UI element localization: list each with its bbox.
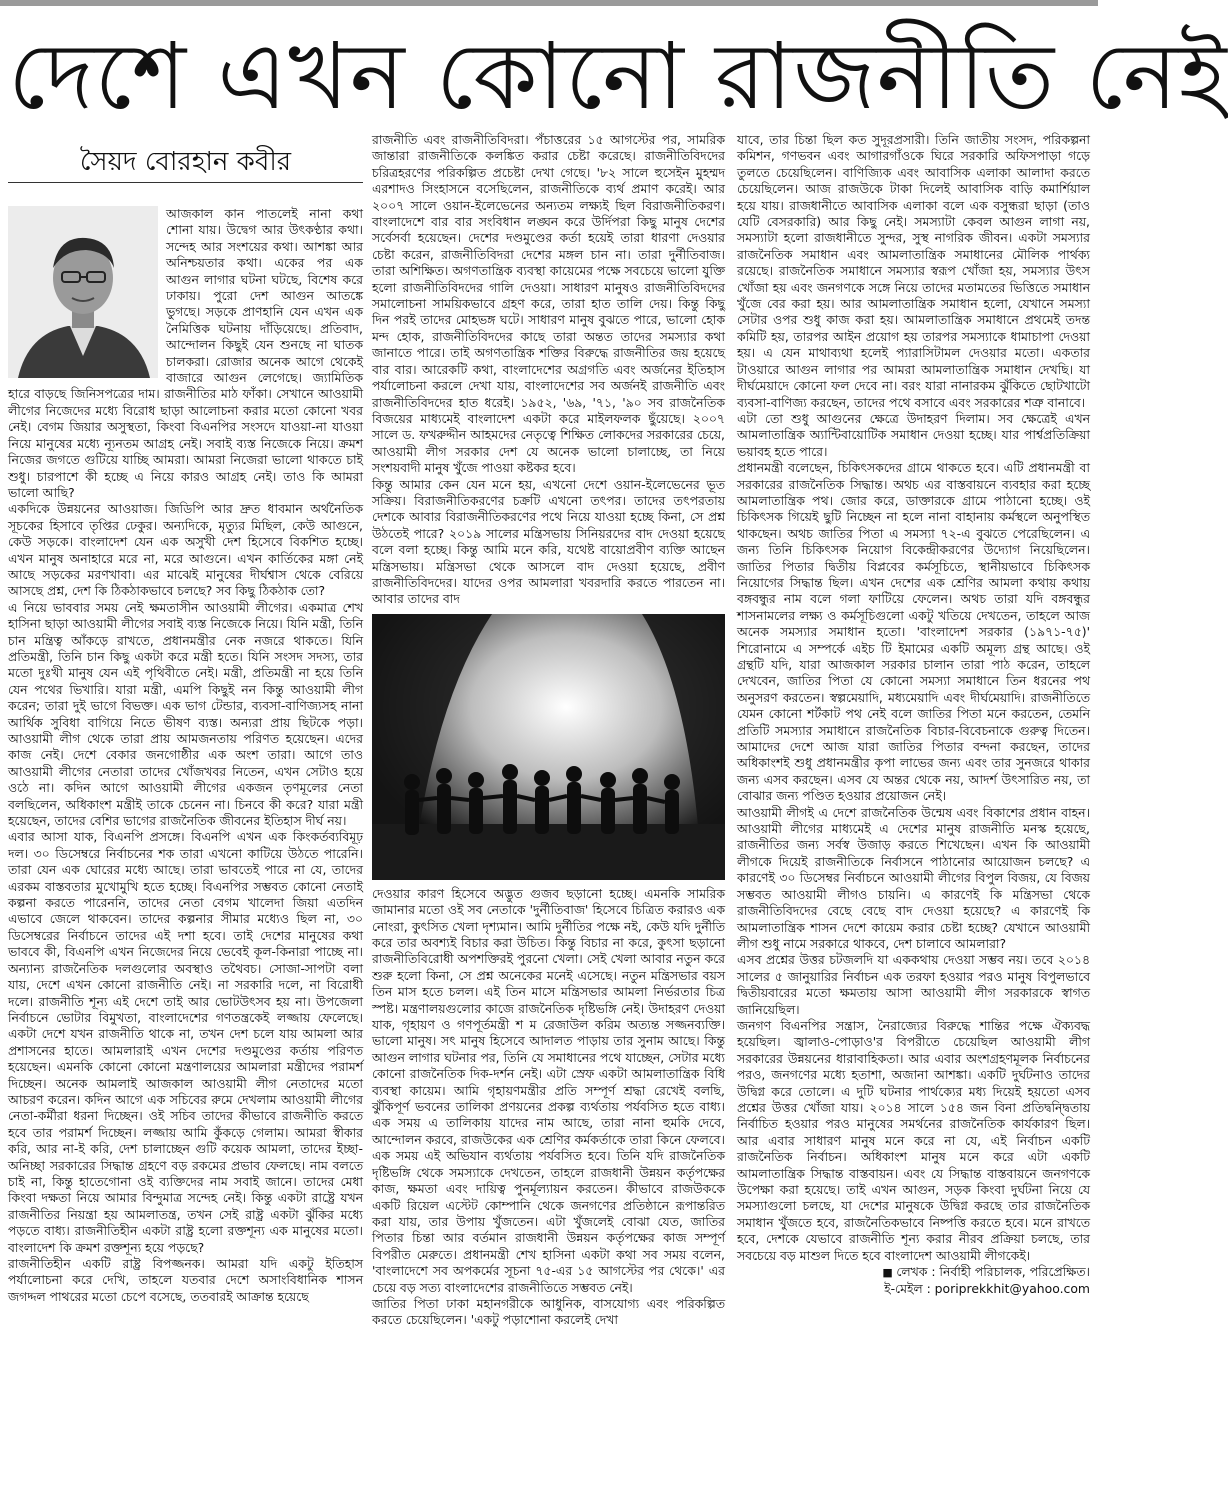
top-rule xyxy=(0,0,1098,6)
headline: দেশে এখন কোনো রাজনীতি নেই xyxy=(8,23,1228,130)
paragraph: একদিকে উন্নয়নের আওয়াজ। জিডিপি আর দ্রুত ধাবমান অর্থনৈতিক সূচকের হিসাবে তৃপ্তির ঢেকুর। অন্যদিকে, মৃত্যুর মিছিল, কেউ আগুনে, কেউ সড়কে। বাংলাদেশ যেন এক অসুখী দেশ হিসেবে বিকশিত হচ্ছে। এখন মানুষ অনাহারে মরে না, মরে আগুনে। এখন কার্তিকের মঙ্গা নেই আছে সড়কের মরণখাবা। এর মাঝেই মানুষের দীর্ঘশ্বাস থেকে বেরিয়ে আসছে প্রশ্ন, দেশ কি ঠিকঠাকভাবে চলছে? সব কিছু ঠিকঠাক তো? xyxy=(8,501,363,599)
credit-line: লেখক : নির্বাহী পরিচালক, পরিপ্রেক্ষিত। xyxy=(896,1264,1090,1280)
paragraph: এ নিয়ে ভাববার সময় নেই ক্ষমতাসীন আওয়ামী লীগের। একমাত্র শেখ হাসিনা ছাড়া আওয়ামী লীগের সবাই ব্যস্ত নিজেকে নিয়ে। যিনি মন্ত্রী, তিনি চান মন্ত্রিত্ব আঁকড়ে রাখতে, প্রধানমন্ত্রীর নেক নজরে থাকতে। যিনি প্রতিমন্ত্রী, তিনি চান কিছু একটা করে মন্ত্রী হতে। যিনি সংসদ সদস্য, তার মতো দুঃখী মানুষ যেন এই পৃথিবীতে নেই। মন্ত্রী, প্রতিমন্ত্রী না হয়ে তিনি যেন পথের ভিখারি। যারা মন্ত্রী, এমপি কিছুই নন কিন্তু আওয়ামী লীগ করেন; তারা দুই ভাগে বিভক্ত। এক ভাগ টেন্ডার, ব্যবসা-বাণিজ্যসহ নানা আর্থিক সুবিধা বাগিয়ে নিতে ভীষণ ব্যস্ত। অন্যরা প্রায় ছিটকে পড়া। আওয়ামী লীগ থেকে তারা প্রায় আমজনতায় পরিণত হয়েছেন। এদের কাজ নেই। দেশে বেকার জনগোষ্ঠীর এক অংশ তারা। আগে তাও আওয়ামী লীগের নেতারা তাদের খোঁজখবর নিতেন, এখন সেটাও হয়ে ওঠে না। কদিন আগে আওয়ামী লীগের একজন তৃণমূলের নেতা বলছিলেন, অধিকাংশ মন্ত্রীই তাকে চেনেন না। চিনবে কী করে? যারা মন্ত্রী হয়েছেন, তাদের বেশির ভাগের রাজনৈতিক জীবনের ইতিহাস দীর্ঘ নয়। xyxy=(8,599,363,829)
column-1 xyxy=(8,206,363,1506)
paragraph: রাজনীতি এবং রাজনীতিবিদরা। পঁচাত্তরের ১৫ আগস্টের পর, সামরিক জান্তারা রাজনীতিকে কলঙ্কিত করার চেষ্টা করেছে। রাজনীতিবিদদের চরিত্রহরণের পরিকল্পিত প্রচেষ্টা দেখা গেছে। '৮২ সালে হুসেইন মুহম্মদ এরশাদও সিংহাসনে বসেছিলেন, রাজনীতিকে ব্যর্থ প্রমাণ করেই। আর ২০০৭ সালে ওয়ান-ইলেভেনের অন্যতম লক্ষ্যই ছিল বিরাজনীতিকরণ। বাংলাদেশে বার বার সংবিধান লঙ্ঘন করে উর্দিপরা কিছু মানুষ দেশের সর্বেসর্বা হয়েছেন। দেশের দণ্ডমুণ্ডের কর্তা হয়েই তারা ধারণা দেওয়ার চেষ্টা করেন, রাজনীতিবিদরা দেশের মঙ্গল চান না। তারা দুর্নীতিবাজ। তারা অশিক্ষিত। অগণতান্ত্রিক ব্যবস্থা কায়েমের পক্ষে সবচেয়ে ভালো যুক্তি হলো রাজনীতিবিদদের গালি দেওয়া। সাধারণ মানুষও রাজনীতিবিদদের সমালোচনা সাময়িকভাবে গ্রহণ করে, তারা হাত তালি দেয়। কিন্তু কিছু দিন পরই তাদের মোহভঙ্গ ঘটে। সাধারণ মানুষ বুঝতে পারে, ভালো হোক মন্দ হোক, রাজনীতিবিদদের কাছে তারা অন্তত তাদের সমস্যার কথা জানাতে পারে। তাই অগণতান্ত্রিক শক্তির বিরুদ্ধে রাজনীতির জয় হয়েছে বার বার। আরেকটি কথা, বাংলাদেশের অগ্রগতি এবং অর্জনের ইতিহাস পর্যালোচনা করলে দেখা যায়, বাংলাদেশের সব অর্জনই রাজনীতি এবং রাজনীতিবিদদের হাত ধরেই। ১৯৫২, '৬৯, '৭১, '৯০ সব রাজনৈতিক বিজয়ের মাধ্যমেই বাংলাদেশ একটা করে মাইলফলক ছুঁয়েছে। ২০০৭ সালে ড. ফখরুদ্দীন আহমদের নেতৃত্বে শিক্ষিত লোকদের সরকারের চেয়ে, আওয়ামী লীগ সরকার দেশ যে অনেক ভালো চালাচ্ছে, তা নিয়ে সংশয়বাদী মানুষ খুঁজে পাওয়া কষ্টকর হবে। xyxy=(372,132,725,476)
author-byline: সৈয়দ বোরহান কবীর xyxy=(8,142,363,183)
paragraph: এটা তো শুধু আগুনের ক্ষেত্রে উদাহরণ দিলাম। সব ক্ষেত্রেই এখন আমলাতান্ত্রিক অ্যান্টিবায়োটিক সমাধান দেওয়া হচ্ছে। যার পার্শ্বপ্রতিক্রিয়া ভয়াবহ হতে পারে। xyxy=(737,410,1090,459)
crowd-silhouette-photo xyxy=(372,614,725,880)
author-portrait xyxy=(8,206,158,378)
paragraph: কিন্তু আমার কেন যেন মনে হয়, এখনো দেশে ওয়ান-ইলেভেনের ভূত সক্রিয়। বিরাজনীতিকরণের চক্রটি এখনো তৎপর। তাদের তৎপরতায় দেশকে আবার বিরাজনীতিকরণের পথে নিয়ে যাওয়া হচ্ছে কিনা, সে প্রশ্ন উঠতেই পারে? ২০১৯ সালের মন্ত্রিসভায় সিনিয়রদের বাদ দেওয়া হয়েছে বলে বলা হচ্ছে। কিন্তু আমি মনে করি, যথেষ্ট বায়োপ্রবীণ ব্যক্তি আছেন মন্ত্রিসভায়। মন্ত্রিসভা থেকে আসলে বাদ দেওয়া হয়েছে, প্রবীণ রাজনীতিবিদদের। যাদের ওপর আমলারা খবরদারি করতে পারতেন না। আবার তাদের বাদ xyxy=(372,476,725,607)
paragraph: যাবে, তার চিন্তা ছিল কত সুদূরপ্রসারী। তিনি জাতীয় সংসদ, পরিকল্পনা কমিশন, গণভবন এবং আগারগাঁওকে ঘিরে সরকারি অফিসপাড়া গড়ে তুলতে চেয়েছিলেন। বাণিজ্যিক এবং আবাসিক এলাকা আলাদা করতে চেয়েছিলেন। আজ রাজউকে টাকা দিলেই আবাসিক বাড়ি কমার্শিয়াল হয়ে যায়। রাজধানীতে আবাসিক এলাকা বলে এক বসুন্ধরা ছাড়া (তাও যেটি বেসরকারি) আর কিছু নেই। সমস্যাটা কেবল আগুন লাগা নয়, সমস্যাটা হলো রাজধানীতে সুন্দর, সুস্থ নাগরিক জীবন। একটা সমস্যার রাজনৈতিক সমাধান এবং আমলাতান্ত্রিক সমাধানের মৌলিক পার্থক্য রয়েছে। রাজনৈতিক সমাধানে সমস্যার স্বরূপ খোঁজা হয়, সমস্যার উৎস খোঁজা হয় এবং জনগণকে সঙ্গে নিয়ে তাদের মতামতের ভিত্তিতে সমাধান খুঁজে বের করা হয়। আর আমলাতান্ত্রিক সমাধান হলো, যেখানে সমস্যা সেটার ওপর শুধু কাজ করা হয়। আমলাতান্ত্রিক সমাধানে প্রথমেই তদন্ত কমিটি হয়, তারপর আইন প্রয়োগ হয় তারপর সমস্যাকে ধামাচাপা দেওয়া হয়। এ যেন মাথাব্যথা হলেই প্যারাসিটামল দেওয়ার মতো। একতার টাওয়ারে আগুন লাগার পর আমরা আমলাতান্ত্রিক সমাধান দেখছি। যা দীর্ঘমেয়াদে কোনো ফল দেবে না। বরং যারা নানারকম ঝুঁকিতে ছোটখাটো ব্যবসা-বাণিজ্য করছেন, তাদের পথে বসাবে এবং সরকারের শত্রু বানাবে। xyxy=(737,132,1090,410)
paragraph: আজকাল কান পাতলেই নানা কথা শোনা যায়। উদ্বেগ আর উৎকণ্ঠার কথা। সন্দেহ আর সংশয়ের কথা। আশঙ্কা আর অনিশ্চয়তার কথা। একের পর এক আগুন লাগার ঘটনা ঘটছে, বিশেষ করে ঢাকায়। পুরো দেশ আগুন আতঙ্কে ভুগছে। সড়কে প্রাণহানি যেন এখন এক নৈমিত্তিক ঘটনায় দাঁড়িয়েছে। প্রতিবাদ, আন্দোলন কিছুই যেন শুনছে না ঘাতক চালকরা। রোজার অনেক আগে থেকেই বাজারে আগুন লেগেছে। জ্যামিতিক হারে বাড়ছে জিনিসপত্রের দাম। রাজনীতির মাঠ ফাঁকা। সেখানে আওয়ামী লীগের নিজেদের মধ্যে বিরোধ ছাড়া আলোচনা করার মতো কোনো খবর নেই। বেগম জিয়ার অসুস্থতা, কিংবা বিএনপির সংসদে যাওয়া-না যাওয়া নিয়ে মানুষের মধ্যে ন্যূনতম আগ্রহ নেই। সবাই ব্যস্ত নিজেকে নিয়ে। ক্রমশ নিজের জগতে গুটিয়ে যাচ্ছি আমরা। আমরা নিজেরা ভালো থাকতে চাই শুধু। চারপাশে কী হচ্ছে এ নিয়ে কারও আগ্রহ নেই। তাও কি আমরা ভালো আছি? xyxy=(8,206,363,500)
column-2 xyxy=(372,132,725,1508)
author-email: ই-মেইল : poriprekkhit@yahoo.com xyxy=(884,1281,1090,1297)
square-bullet-icon: ■ xyxy=(882,1266,897,1280)
column-3 xyxy=(737,132,1090,1508)
paragraph: এবার আসা যাক, বিএনপি প্রসঙ্গে। বিএনপি এখন এক কিংকর্তব্যবিমূঢ় দল। ৩০ ডিসেম্বরে নির্বাচনের শক তারা এখনো কাটিয়ে উঠতে পারেনি। তারা যেন এক ঘোরের মধ্যে আছে। তারা ভাবতেই পারে না যে, তাদের এরকম বাস্তবতার মুখোমুখি হতে হচ্ছে। বিএনপির সম্ভবত কোনো নেতাই কল্পনা করতে পারেননি, তাদের নেতা বেগম খালেদা জিয়া এতদিন এভাবে জেলে থাকবেন। তাদের কল্পনার সীমার মধ্যেও ছিল না, ৩০ ডিসেম্বরের নির্বাচনে তাদের এই দশা হবে। তাই দেশের মানুষের কথা ভাববে কী, বিএনপি এখন নিজেদের নিয়ে ভেবেই কূল-কিনারা পাচ্ছে না। অন্যান্য রাজনৈতিক দলগুলোর অবস্থাও তথৈবচ। সোজা-সাপটা বলা যায়, দেশে এখন কোনো রাজনীতি নেই। না সরকারি দলে, না বিরোধী দলে। রাজনীতি শূন্য এই দেশে তাই আর ভোটউৎসব হয় না। উপজেলা নির্বাচনে ভোটার বিমুখতা, বাংলাদেশের গণতন্ত্রকেই লজ্জায় ফেলেছে। একটা দেশে যখন রাজনীতি থাকে না, তখন দেশ চলে যায় আমলা আর প্রশাসনের হাতে। আমলারাই এখন দেশের দণ্ডমুণ্ডের কর্তায় পরিণত হয়েছেন। এমনকি কোনো কোনো মন্ত্রণালয়ের আমলারা মন্ত্রীদের পরামর্শ দিচ্ছেন। অনেক আমলাই আজকাল আওয়ামী লীগ নেতাদের মতো আচরণ করেন। কদিন আগে এক সচিবের রুমে দেখলাম আওয়ামী লীগের নেতা-কর্মীরা ধরনা দিচ্ছেন। ওই সচিব তাদের কীভাবে রাজনীতি করতে হবে তার পরামর্শ দিচ্ছেন। লজ্জায় আমি কুঁকড়ে গেলাম। আমরা স্বীকার করি, আর না-ই করি, দেশ চালাচ্ছেন গুটি কয়েক আমলা, তাদের ইচ্ছা-অনিচ্ছা সরকারের সিদ্ধান্ত গ্রহণে বড় রকমের প্রভাব ফেলছে। নাম বলতে চাই না, কিন্তু হাতেগোনা ওই ব্যক্তিদের নাম সবাই জানে। তাদের মেধা কিংবা দক্ষতা নিয়ে আমার বিন্দুমাত্র সন্দেহ নেই। কিন্তু একটা রাষ্ট্রে যখন রাজনীতির নিয়ন্ত্রা হয় আমলাতন্ত্র, তখন সেই রাষ্ট্র একটা ঝুঁকির মধ্যে পড়তে বাধ্য। রাজনীতিহীন একটা রাষ্ট্র হলো রক্তশূন্য এক মানুষের মতো। বাংলাদেশ কি ক্রমশ রক্তশূন্য হয়ে পড়ছে? xyxy=(8,829,363,1255)
paragraph: প্রধানমন্ত্রী বলেছেন, চিকিৎসকদের গ্রামে থাকতে হবে। এটি প্রধানমন্ত্রী বা সরকারের রাজনৈতিক সিদ্ধান্ত। অথচ এর বাস্তবায়নে ব্যবহার করা হচ্ছে আমলাতান্ত্রিক পথ। জোর করে, ডাক্তারকে গ্রামে পাঠানো হচ্ছে। ওই চিকিৎসক গিয়েই ছুটি নিচ্ছেন না হলে নানা বাহানায় কর্মস্থলে অনুপস্থিত থাকছেন। অথচ জাতির পিতা এ সমস্যা ৭২-এ বুঝতে পেরেছিলেন। এ জন্য তিনি চিকিৎসক নিয়োগ বিকেন্দ্রীকরণের উদ্যোগ নিয়েছিলেন। জাতির পিতার দ্বিতীয় বিপ্লবের কর্মসূচিতে, স্থানীয়ভাবে চিকিৎসক নিয়োগের সিদ্ধান্ত ছিল। এখন দেশের এক শ্রেণির আমলা কথায় কথায় বঙ্গবন্ধুর নাম বলে গলা ফাটিয়ে ফেলেন। অথচ তারা যদি বঙ্গবন্ধুর শাসনামলের লক্ষ্য ও কর্মসূচিগুলো একটু খতিয়ে দেখতেন, তাহলে আজ অনেক সমস্যার সমাধান হতো। 'বাংলাদেশ সরকার (১৯৭১-৭৫)' শিরোনামে এ সম্পর্কে এইচ টি ইমামের একটি অমূল্য গ্রন্থ আছে। ওই গ্রন্থটি যদি, যারা আজকাল সরকার চালান তারা পাঠ করেন, তাহলে দেখবেন, জাতির পিতা যে কোনো সমস্যা সমাধানে তিন ধরনের পথ অনুসরণ করতেন। স্বল্পমেয়াদি, মধ্যমেয়াদি এবং দীর্ঘমেয়াদি। রাজনীতিতে যেমন কোনো শর্টকাট পথ নেই বলে জাতির পিতা মনে করতেন, তেমনি প্রতিটি সমস্যার সমাধানে রাজনৈতিক বিচার-বিবেচনাকে গুরুত্ব দিতেন। আমাদের দেশে আজ যারা জাতির পিতার বন্দনা করছেন, তাদের অধিকাংশই শুধু প্রধানমন্ত্রীর কৃপা লাভের জন্য এবং তার সুনজরে থাকার জন্য এসব করছেন। এসব যে অন্তর থেকে নয়, আদর্শ উৎসারিত নয়, তা বোঝার জন্য পণ্ডিত হওয়ার প্রয়োজন নেই। xyxy=(737,460,1090,804)
paragraph: রাজনীতিহীন একটি রাষ্ট্র বিপজ্জনক। আমরা যদি একটু ইতিহাস পর্যালোচনা করে দেখি, তাহলে যতবার দেশে অসাংবিধানিক শাসন জগদ্দল পাথরের মতো চেপে বসেছে, ততবারই আক্রান্ত হয়েছে xyxy=(8,1256,363,1304)
paragraph: আওয়ামী লীগই এ দেশে রাজনৈতিক উন্মেষ এবং বিকাশের প্রধান বাহন। আওয়ামী লীগের মাধ্যমেই এ দেশের মানুষ রাজনীতি মনস্ক হয়েছে, রাজনীতির জন্য সর্বস্ব উজাড় করতে শিখেছেন। এখন কি আওয়ামী লীগকে দিয়েই রাজনীতিকে নির্বাসনে পাঠানোর আয়োজন চলছে? এ কারণেই ৩০ ডিসেম্বর নির্বাচনে আওয়ামী লীগের বিপুল বিজয়, যে বিজয় সম্ভবত আওয়ামী লীগও চায়নি। এ কারণেই কি মন্ত্রিসভা থেকে রাজনীতিবিদদের বেছে বেছে বাদ দেওয়া হয়েছে? এ কারণেই কি আমলাতান্ত্রিক শাসন দেশে কায়েম করার চেষ্টা হচ্ছে? যেখানে আওয়ামী লীগ শুধু নামে সরকারে থাকবে, দেশ চালাবে আমলারা? xyxy=(737,804,1090,951)
paragraph: দেওয়ার কারণ হিসেবে অদ্ভুত গুজব ছড়ানো হচ্ছে। এমনকি সামরিক জামানার মতো ওই সব নেতাকে 'দুর্নীতিবাজ' হিসেবে চিত্রিত করারও এক নোংরা, কুৎসিত খেলা দৃশ্যমান। আমি দুর্নীতির পক্ষে নই, কেউ যদি দুর্নীতি করে তার অবশ্যই বিচার করা উচিত। কিন্তু বিচার না করে, কুৎসা ছড়ানো রাজনীতিবিরোধী অপশক্তিরই পুরনো খেলা। সেই খেলা আবার নতুন করে শুরু হলো কিনা, সে প্রশ্ন অনেকের মনেই এসেছে। নতুন মন্ত্রিসভার বয়স তিন মাস হতে চলল। এই তিন মাসে মন্ত্রিসভার আমলা নির্ভরতার চিত্র স্পষ্ট। মন্ত্রণালয়গুলোর কাজে রাজনৈতিক দৃষ্টিভঙ্গি নেই। উদাহরণ দেওয়া যাক, গৃহায়ণ ও গণপূর্তমন্ত্রী শ ম রেজাউল করিম অত্যন্ত সজ্জনব্যক্তি। ভালো মানুষ। সৎ মানুষ হিসেবে আদালত পাড়ায় তার সুনাম আছে। কিন্তু আগুন লাগার ঘটনার পর, তিনি যে সমাধানের পথে যাচ্ছেন, সেটার মধ্যে কোনো রাজনৈতিক দিক-দর্শন নেই। এটা স্রেফ একটা আমলাতান্ত্রিক বিধি ব্যবস্থা কায়েম। আমি গৃহায়ণমন্ত্রীর প্রতি সম্পূর্ণ শ্রদ্ধা রেখেই বলছি, ঝুঁকিপূর্ণ ভবনের তালিকা প্রণয়নের প্রকল্প ব্যর্থতায় পর্যবসিত হতে বাধ্য। এক সময় এ তালিকায় যাদের নাম আছে, তারা নানা হুমকি দেবে, আন্দোলন করবে, রাজউকের এক শ্রেণির কর্মকর্তাকে তারা কিনে ফেলবে। এক সময় এই অভিযান ব্যর্থতায় পর্যবসিত হবে। তিনি যদি রাজনৈতিক দৃষ্টিভঙ্গি থেকে সমস্যাকে দেখতেন, তাহলে রাজধানী উন্নয়ন কর্তৃপক্ষের কাজ, ক্ষমতা এবং দায়িত্ব পুনর্মূল্যায়ন করতেন। কীভাবে রাজউককে একটি রিয়েল এস্টেট কোম্পানি থেকে জনগণের প্রতিষ্ঠানে রূপান্তরিত করা যায়, তার উপায় খুঁজতেন। এটা খুঁজলেই বোঝা যেত, জাতির পিতার চিন্তা আর বর্তমান রাজধানী উন্নয়ন কর্তৃপক্ষের কাজ সম্পূর্ণ বিপরীত মেরুতে। প্রধানমন্ত্রী শেখ হাসিনা একটা কথা সব সময় বলেন, 'বাংলাদেশে সব অপকর্মের সূচনা ৭৫-এর ১৫ আগস্টের পর থেকে।' এর চেয়ে বড় সত্য বাংলাদেশের রাজনীতিতে সম্ভবত নেই। xyxy=(372,885,725,1295)
author-credit xyxy=(737,1264,1090,1281)
paragraph: জাতির পিতা ঢাকা মহানগরীকে আধুনিক, বাসযোগ্য এবং পরিকল্পিত করতে চেয়েছিলেন। 'একটু পড়াশোনা করলেই দেখা xyxy=(372,1295,725,1328)
paragraph: জনগণ বিএনপির সন্ত্রাস, নৈরাজ্যের বিরুদ্ধে শান্তির পক্ষে ঐক্যবদ্ধ হয়েছিল। জ্বালাও-পোড়াও'র বিপরীতে চেয়েছিল আওয়ামী লীগ সরকারের উন্নয়নের ধারাবাহিকতা। আর এবার অংশগ্রহণমূলক নির্বাচনের পরও, জনগণের মধ্যে হতাশা, অজানা আশঙ্কা। একটি দুর্ঘটনাও তাদের উদ্বিগ্ন করে তোলে। এ দুটি ঘটনার পার্থক্যের মধ্য দিয়েই হয়তো এসব প্রশ্নের উত্তর খোঁজা যায়। ২০১৪ সালে ১৫৪ জন বিনা প্রতিদ্বন্দ্বিতায় নির্বাচিত হওয়ার পরও মানুষের সমর্থনের রাজনৈতিক কার্যকারণ ছিল। আর এবার সাধারণ মানুষ মনে করে না যে, এই নির্বাচন একটি রাজনৈতিক নির্বাচন। অধিকাংশ মানুষ মনে করে এটা একটি আমলাতান্ত্রিক সিদ্ধান্ত বাস্তবায়ন। এবং যে সিদ্ধান্ত বাস্তবায়নে জনগণকে উপেক্ষা করা হয়েছে। তাই এখন আগুন, সড়ক কিংবা দুর্ঘটনা নিয়ে যে সমস্যাগুলো চলছে, যা দেশের মানুষকে উদ্বিগ্ন করছে তার রাজনৈতিক সমাধান খুঁজতে হবে, রাজনৈতিকভাবে নিষ্পত্তি করতে হবে। মনে রাখতে হবে, দেশকে যেভাবে রাজনীতি শূন্য করার নীরব প্রক্রিয়া চলছে, তার সবচেয়ে বড় মাশুল দিতে হবে বাংলাদেশ আওয়ামী লীগকেই। xyxy=(737,1017,1090,1263)
paragraph: এসব প্রশ্নের উত্তর চটজলদি যা এককথায় দেওয়া সম্ভব নয়। তবে ২০১৪ সালের ৫ জানুয়ারির নির্বাচন এক তরফা হওয়ার পরও মানুষ বিপুলভাবে দ্বিতীয়বারের মতো ক্ষমতায় আসা আওয়ামী লীগ সরকারকে স্বাগত জানিয়েছিল। xyxy=(737,952,1090,1017)
